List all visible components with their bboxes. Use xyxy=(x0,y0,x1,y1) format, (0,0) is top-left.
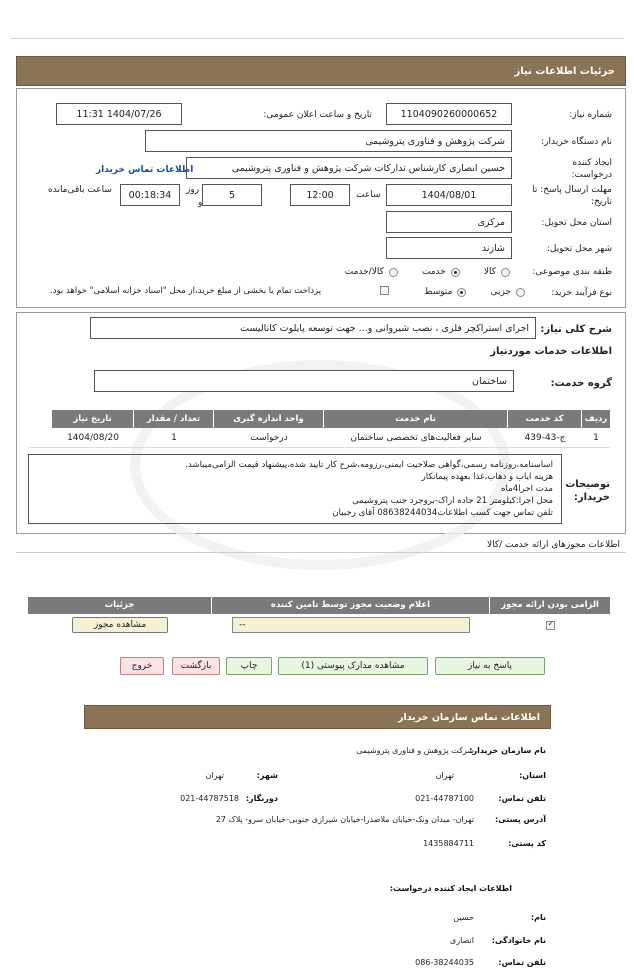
col-license-details: جزئیات xyxy=(28,597,212,614)
summary-field[interactable]: اجرای استراکچر فلزی ، نصب شیروانی و... جهت توسعه پایلوت کاتالیست xyxy=(90,317,536,339)
licenses-title: اطلاعات مجوزهای ارائه خدمت /کالا xyxy=(486,540,620,550)
table-row xyxy=(28,614,610,636)
contact-org: شرکت پژوهش و فناوری پتروشیمی xyxy=(356,746,474,755)
note-line: تلفن تماس جهت کسب اطلاعات08638244034 آقای رجبیان xyxy=(332,508,553,518)
view-license-button[interactable]: مشاهده مجوز xyxy=(72,617,168,633)
col-service-code: کد خدمت xyxy=(508,410,582,428)
col-row: ردیف xyxy=(582,410,610,428)
service-group-label: گروه خدمت: xyxy=(550,378,612,389)
contact-postal-label: کد پستی: xyxy=(508,839,546,848)
announce-field[interactable]: 1404/07/26 11:31 xyxy=(56,103,182,125)
col-need-date: تاریخ نیاز xyxy=(52,410,134,428)
back-button[interactable]: بازگشت xyxy=(172,657,220,675)
process-minor-label: جزیی xyxy=(490,287,511,297)
cell-row: 1 xyxy=(593,433,599,443)
days-field[interactable]: 5 xyxy=(202,184,262,206)
creator-phone: 086-38244035 xyxy=(415,958,474,967)
deadline-label: مهلت ارسال پاسخ: تا تاریخ: xyxy=(532,185,612,207)
col-license-status: اعلام وضعیت مجوز توسط تامین کننده xyxy=(212,597,490,614)
category-goods-radio[interactable] xyxy=(501,268,510,277)
col-quantity: تعداد / مقدار xyxy=(134,410,214,428)
category-goods-label: کالا xyxy=(483,267,496,277)
license-status-field[interactable]: -- xyxy=(232,617,470,633)
attachments-button[interactable]: مشاهده مدارک پیوستی (1) xyxy=(278,657,428,675)
announce-label: تاریخ و ساعت اعلان عمومی: xyxy=(263,110,372,120)
contact-address: تهران- میدان ونک-خیابان ملاصدرا-خیابان شیرازی جنوبی-خیابان سرو- پلاک 27 xyxy=(215,815,474,824)
creator-label: ایجاد کننده درخواست: xyxy=(571,158,612,180)
license-required-checkbox[interactable] xyxy=(546,618,555,630)
days-label: روز xyxy=(186,185,200,195)
contact-address-label: آدرس پستی: xyxy=(495,815,546,824)
creator-phone-label: تلفن تماس: xyxy=(498,958,546,967)
note-line: محل اجرا:کیلومتر 21 جاده اراک-بروجرد جنب پتروشیمی xyxy=(352,496,553,506)
contact-header xyxy=(84,705,551,729)
process-medium-radio[interactable] xyxy=(457,288,466,297)
province-label: استان محل تحویل: xyxy=(541,218,612,228)
buyer-org-field[interactable]: شرکت پژوهش و فناوری پتروشیمی xyxy=(145,130,512,152)
contact-phone: 021-44787100 xyxy=(415,794,474,803)
city-field[interactable]: شازند xyxy=(386,237,512,259)
licenses-table xyxy=(28,597,610,636)
category-goods-service-label: کالا/خدمت xyxy=(344,267,384,277)
service-group-field[interactable]: ساختمان xyxy=(94,370,514,392)
process-radio-group xyxy=(400,285,525,299)
table-row[interactable] xyxy=(28,428,610,448)
creator-family: انصاری xyxy=(450,936,474,945)
contact-province-label: استان: xyxy=(519,771,546,780)
cell-service-code: ج-43-439 xyxy=(524,433,566,443)
summary-label: شرح کلی نیاز: xyxy=(540,324,612,335)
check-icon: ✓ xyxy=(547,618,555,628)
creator-field[interactable]: حسین انصاری کارشناس تدارکات شرکت پژوهش و فناوری پتروشیمی xyxy=(186,157,512,179)
process-medium-label: متوسط xyxy=(424,287,453,297)
cell-need-date: 1404/08/20 xyxy=(67,433,119,443)
buyer-contact-link[interactable]: اطلاعات تماس خریدار xyxy=(96,165,194,175)
process-minor-radio[interactable] xyxy=(516,288,525,297)
cell-quantity: 1 xyxy=(171,433,177,443)
buyer-org-label: نام دستگاه خریدار: xyxy=(541,137,612,147)
print-button[interactable]: چاپ xyxy=(226,657,272,675)
remaining-time-field[interactable]: 00:18:34 xyxy=(120,184,180,206)
remaining-label: ساعت باقی‌مانده xyxy=(48,185,112,195)
category-service-radio[interactable] xyxy=(451,268,460,277)
province-field[interactable]: مرکزی xyxy=(386,211,512,233)
process-label: نوع فرآیند خرید: xyxy=(551,288,612,298)
category-goods-service-radio[interactable] xyxy=(389,268,398,277)
page-title: جزئیات اطلاعات نیاز xyxy=(514,65,615,77)
deadline-time-field[interactable]: 12:00 xyxy=(290,184,350,206)
services-section-title: اطلاعات خدمات موردنیاز xyxy=(490,346,612,357)
city-label: شهر محل تحویل: xyxy=(546,244,612,254)
creator-family-label: نام خانوادگی: xyxy=(491,936,546,945)
category-radio-group xyxy=(330,265,510,279)
note-line: مدت اجرا4ماه xyxy=(501,484,553,494)
need-number-label: شماره نیاز: xyxy=(569,110,612,120)
contact-province: تهران xyxy=(435,771,454,780)
category-label: طبقه بندی موضوعی: xyxy=(532,267,612,277)
contact-phone-label: تلفن تماس: xyxy=(498,794,546,803)
contact-title: اطلاعات تماس سازمان خریدار xyxy=(397,711,540,723)
cell-service-name: سایر فعالیت‌های تخصصی ساختمان xyxy=(350,433,482,443)
exit-button[interactable]: خروج xyxy=(120,657,164,675)
col-service-name: نام خدمت xyxy=(324,410,508,428)
category-service-label: خدمت xyxy=(421,267,446,277)
contact-city-label: شهر: xyxy=(256,771,278,780)
contact-city: تهران xyxy=(205,771,224,780)
services-table xyxy=(28,410,610,448)
page-header xyxy=(16,56,626,86)
cell-unit: درخواست xyxy=(250,433,288,443)
buyer-notes-box[interactable] xyxy=(28,454,562,524)
contact-fax-label: دورنگار: xyxy=(245,794,278,803)
note-line: هزینه ایاب و ذهاب،غذا بعهده پیمانکار xyxy=(421,472,553,482)
creator-name-label: نام: xyxy=(530,913,546,922)
time-label: ساعت xyxy=(356,190,381,200)
buyer-notes-label: توضیحات خریدار: xyxy=(565,479,610,503)
and-label: و xyxy=(198,198,203,208)
treasury-payment-note: پرداخت تمام یا بخشی از مبلغ خرید،از محل "اسناد خزانه اسلامی" خواهد بود. xyxy=(50,286,322,296)
deadline-date-field[interactable]: 1404/08/01 xyxy=(386,184,512,206)
creator-info-title: اطلاعات ایجاد کننده درخواست: xyxy=(389,884,512,893)
top-divider xyxy=(10,38,624,39)
col-license-required: الزامی بودن ارائه مجوز xyxy=(490,597,610,614)
contact-postal: 1435884711 xyxy=(423,839,474,848)
note-line: اساسنامه،روزنامه رسمی،گواهی صلاحیت ایمنی،رزومه،شرح کار تایید شده،پیشنهاد قیمت الزامی‌میباشد. xyxy=(185,460,553,470)
contact-fax: 021-44787518 xyxy=(180,794,239,803)
treasury-payment-checkbox[interactable] xyxy=(380,286,389,295)
contact-org-label: نام سازمان خریدار: xyxy=(469,746,546,755)
reply-button[interactable]: پاسخ به نیاز xyxy=(435,657,545,675)
need-number-field[interactable]: 1104090260000652 xyxy=(386,103,512,125)
col-unit: واحد اندازه گیری xyxy=(214,410,324,428)
creator-name: حسین xyxy=(453,913,474,922)
